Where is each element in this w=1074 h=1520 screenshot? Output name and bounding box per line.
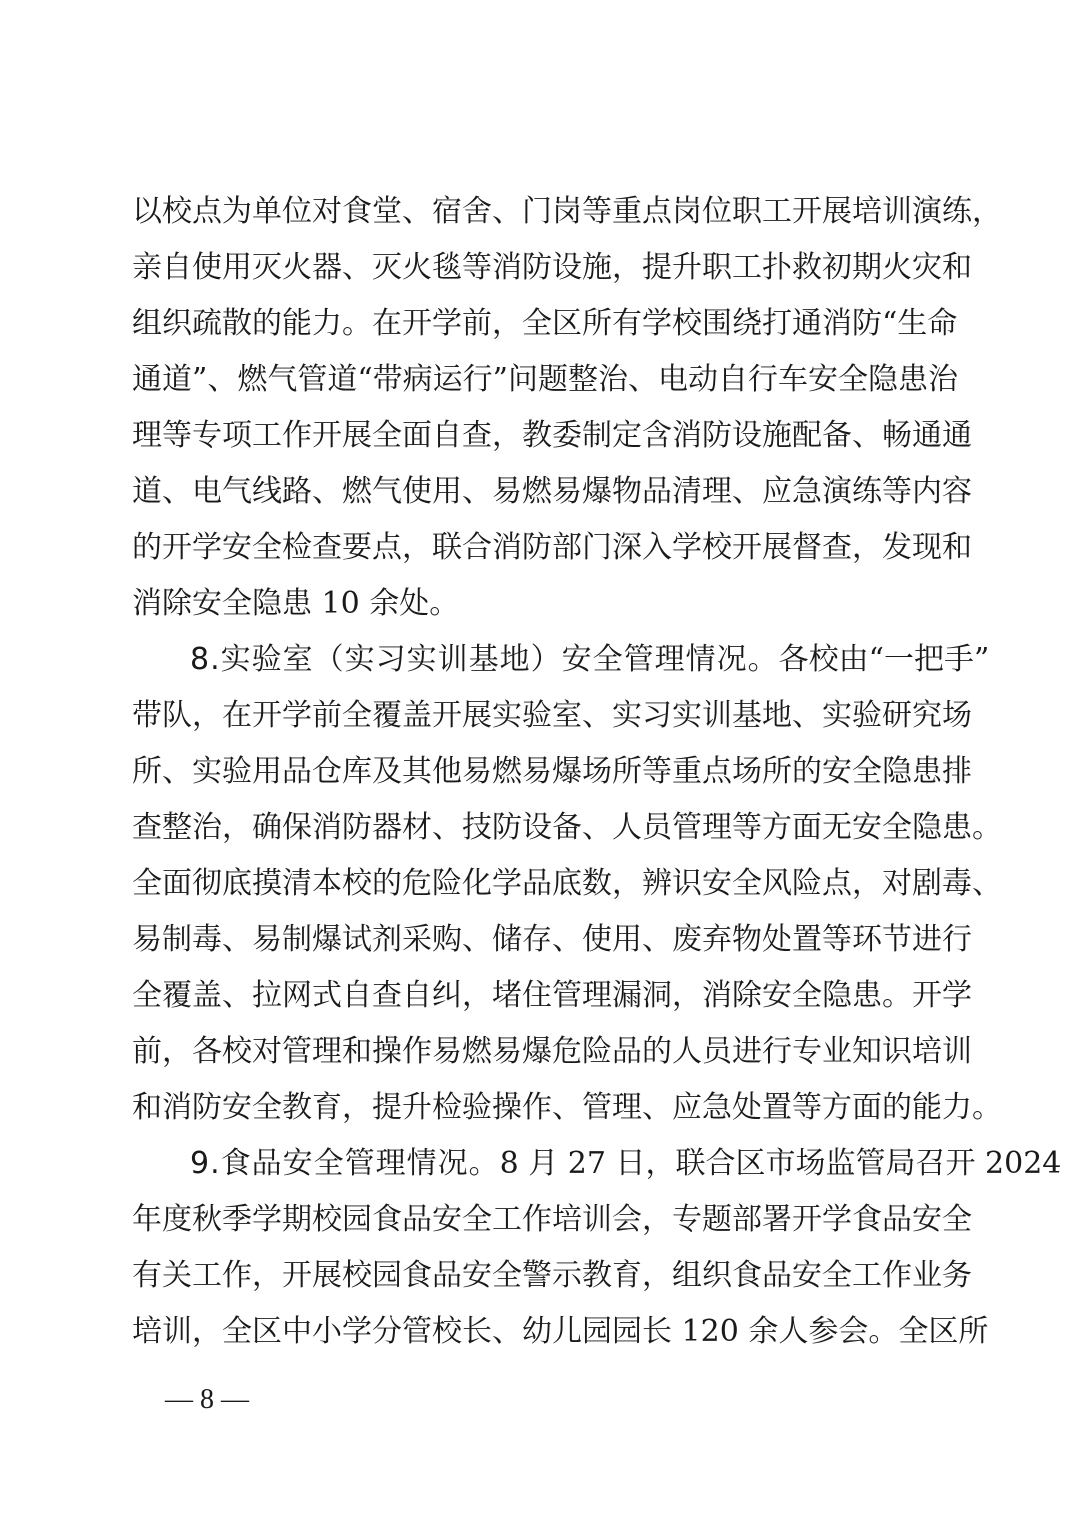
paragraph-line: 消除安全隐患 10 余处。 (132, 586, 460, 621)
paragraph-line: 亲自使用灭火器、灭火毯等消防设施，提升职工扑救初期火灾和 (132, 250, 972, 285)
section-8-first-text: 各校由“一把手” (778, 642, 990, 677)
page-number: — 8 — (165, 1384, 249, 1415)
paragraph-line: 全覆盖、拉网式自查自纠，堵住管理漏洞，消除安全隐患。开学 (132, 978, 972, 1013)
paragraph-line: 易制毒、易制爆试剂采购、储存、使用、废弃物处置等环节进行 (132, 922, 972, 957)
paragraph-line: 年度秋季学期校园食品安全工作培训会，专题部署开学食品安全 (132, 1202, 972, 1237)
paragraph-line: 全面彻底摸清本校的危险化学品底数，辨识安全风险点，对剧毒、 (132, 866, 1002, 901)
paragraph-line: 通道”、燃气管道“带病运行”问题整治、电动自行车安全隐患治 (132, 362, 959, 397)
paragraph-line: 所、实验用品仓库及其他易燃易爆场所等重点场所的安全隐患排 (132, 754, 972, 789)
paragraph-line: 查整治，确保消防器材、技防设备、人员管理等方面无安全隐患。 (132, 810, 1002, 845)
section-8-first-line (190, 640, 990, 680)
paragraph-line: 带队，在开学前全覆盖开展实验室、实习实训基地、实验研究场 (132, 698, 972, 733)
paragraph-line: 有关工作，开展校园食品安全警示教育，组织食品安全工作业务 (132, 1258, 972, 1293)
paragraph-line: 以校点为单位对食堂、宿舍、门岗等重点岗位职工开展培训演练， (132, 194, 1002, 229)
section-9-first-text: 8 月 27 日，联合区市场监管局召开 2024 (499, 1146, 1062, 1181)
paragraph-line: 前，各校对管理和操作易燃易爆危险品的人员进行专业知识培训 (132, 1034, 972, 1069)
paragraph-line: 道、电气线路、燃气使用、易燃易爆物品清理、应急演练等内容 (132, 474, 972, 509)
paragraph-line: 的开学安全检查要点，联合消防部门深入学校开展督查，发现和 (132, 530, 972, 565)
paragraph-line: 组织疏散的能力。在开学前，全区所有学校围绕打通消防“生命 (132, 306, 958, 341)
section-9-heading: 9.食品安全管理情况。 (190, 1146, 500, 1181)
section-8-heading: 8.实验室（实习实训基地）安全管理情况。 (190, 642, 779, 677)
section-9-first-line (190, 1144, 1062, 1184)
paragraph-line: 理等专项工作开展全面自查，教委制定含消防设施配备、畅通通 (132, 418, 972, 453)
paragraph-line: 和消防安全教育，提升检验操作、管理、应急处置等方面的能力。 (132, 1090, 1002, 1125)
paragraph-line: 培训，全区中小学分管校长、幼儿园园长 120 余人参会。全区所 (132, 1314, 989, 1349)
